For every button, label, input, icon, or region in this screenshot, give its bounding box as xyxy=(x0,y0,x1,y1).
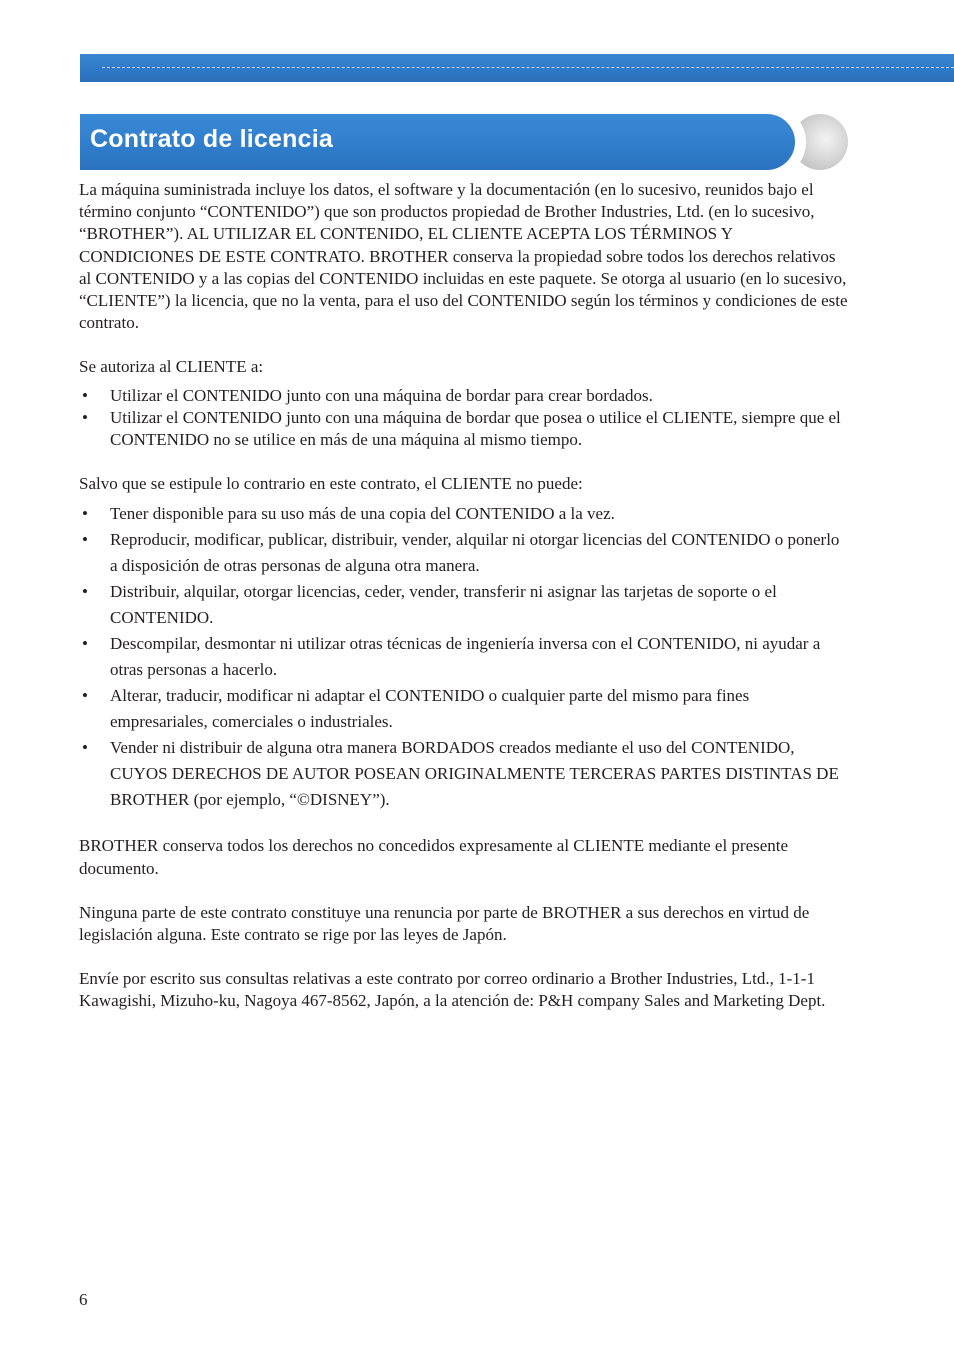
bullet-icon: • xyxy=(82,530,88,550)
list-item: • Reproducir, modificar, publicar, distribuir, vender, alquilar ni otorgar licencias del CONTENIDO o ponerlo a disposición de otras personas de alguna otra manera. xyxy=(79,527,851,579)
bullet-icon: • xyxy=(82,634,88,654)
page-title: Contrato de licencia xyxy=(90,125,333,153)
list-item: • Utilizar el CONTENIDO junto con una máquina de bordar para crear bordados. xyxy=(79,385,851,407)
list-item: • Descompilar, desmontar ni utilizar otras técnicas de ingeniería inversa con el CONTENIDO, ni ayudar a otras personas a hacerlo. xyxy=(79,631,851,683)
list-item: • Utilizar el CONTENIDO junto con una máquina de bordar que posea o utilice el CLIENTE, siempre que el CONTENIDO no se utilice en más de una máquina al mismo tiempo. xyxy=(82,407,841,450)
allowed-heading: Se autoriza al CLIENTE a: xyxy=(79,357,264,377)
list-item: • Tener disponible para su uso más de una copia del CONTENIDO a la vez. xyxy=(79,501,851,527)
bullet-icon: • xyxy=(82,738,88,758)
allowed-list xyxy=(79,385,851,452)
waiver-paragraph: Ninguna parte de este contrato constituye una renuncia por parte de BROTHER a sus derechos en virtud de legislación alguna. Este contrato se rige por las leyes de Japón. xyxy=(79,902,810,945)
list-item: • Alterar, traducir, modificar ni adaptar el CONTENIDO o cualquier parte del mismo para fines empresariales, comerciales o industriales. xyxy=(79,683,851,735)
contact-paragraph: Envíe por escrito sus consultas relativas a este contrato por correo ordinario a Brother Industries, Ltd., 1-1-1 Kawagishi, Mizuho-ku, Nagoya 467-8562, Japón, a la atención de: P&H company Sales and Marketing Dept. xyxy=(79,969,826,1011)
bullet-icon: • xyxy=(82,407,88,427)
rights-paragraph: BROTHER conserva todos los derechos no concedidos expresamente al CLIENTE mediante el presente documento. xyxy=(79,836,789,878)
document-body xyxy=(79,179,851,1013)
bullet-icon: • xyxy=(82,686,88,706)
intro-paragraph: La máquina suministrada incluye los datos, el software y la documentación (en lo sucesivo, reunidos bajo el término conjunto “CONTENIDO”) que son productos propiedad de Brother Industries, Ltd. (en lo sucesivo, “BROTHER”). AL UTILIZAR EL CONTENIDO, EL CLIENTE ACEPTA LOS TÉRMINOS Y CONDICIONES DE ESTE CONTRATO. BROTHER conserva la propiedad sobre todos los derechos relativos al CONTENIDO y a las copias del CONTENIDO incluidas en este paquete. Se otorga al usuario (en lo sucesivo, “CLIENTE”) la licencia, que no la venta, para el uso del CONTENIDO según los términos y condiciones de este contrato. xyxy=(79,180,848,333)
bullet-icon: • xyxy=(82,385,88,405)
bullet-icon: • xyxy=(82,504,88,524)
header-band xyxy=(80,54,954,82)
forbidden-heading: Salvo que se estipule lo contrario en este contrato, el CLIENTE no puede: xyxy=(79,474,583,494)
header-dashed-line xyxy=(102,67,954,68)
page-number: 6 xyxy=(79,1290,88,1309)
forbidden-list xyxy=(79,501,851,813)
list-item: • Vender ni distribuir de alguna otra manera BORDADOS creados mediante el uso del CONTENIDO, CUYOS DERECHOS DE AUTOR POSEAN ORIGINALMENTE TERCERAS PARTES DISTINTAS DE BROTHER (por ejemplo, “©DISNEY”). xyxy=(79,735,851,813)
bullet-icon: • xyxy=(82,582,88,602)
list-item: • Distribuir, alquilar, otorgar licencias, ceder, vender, transferir ni asignar las tarjetas de soporte o el CONTENIDO. xyxy=(79,579,851,631)
section-title-bar xyxy=(80,114,795,170)
